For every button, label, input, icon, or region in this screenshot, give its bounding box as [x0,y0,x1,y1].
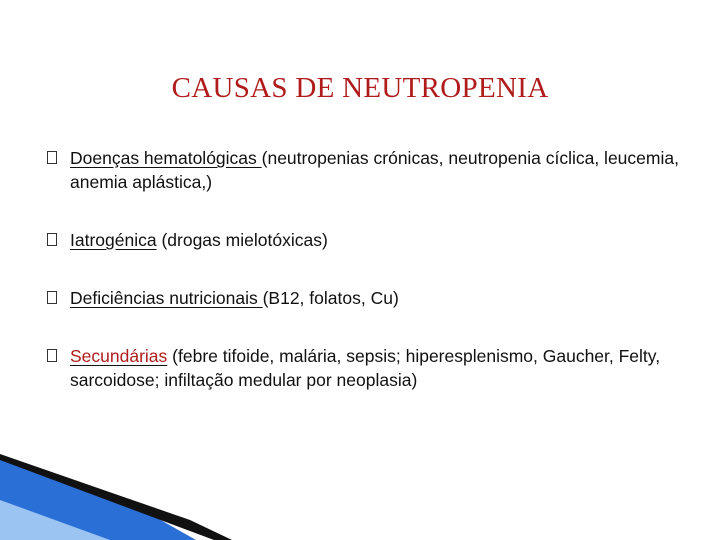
list-item [47,286,707,310]
bullet-box-icon [47,291,57,304]
bullet-box-icon [47,349,57,362]
bullet-box-icon [47,233,57,246]
list-item [47,228,707,252]
item-detail: (neutropenias crónicas, neutropenia cíclica, leucemia, anemia aplástica,) [70,148,679,192]
bullet-list [47,146,707,392]
item-detail: (B12, folatos, Cu) [262,288,399,308]
list-item [47,344,707,392]
item-term: Deficiências nutricionais [70,288,263,308]
item-term: Iatrogénica [70,230,157,250]
item-term: Secundárias [70,346,168,366]
list-item [47,146,707,194]
bullet-box-icon [47,151,57,164]
corner-swoosh-decoration [0,440,720,540]
item-detail: (febre tifoide, malária, sepsis; hiperesplenismo, Gaucher, Felty, sarcoidose; infiltação medular por neoplasia) [70,346,661,390]
item-detail: (drogas mielotóxicas) [156,230,328,250]
slide-title: CAUSAS DE NEUTROPENIA [171,72,549,104]
item-term: Doenças hematológicas [70,148,262,168]
